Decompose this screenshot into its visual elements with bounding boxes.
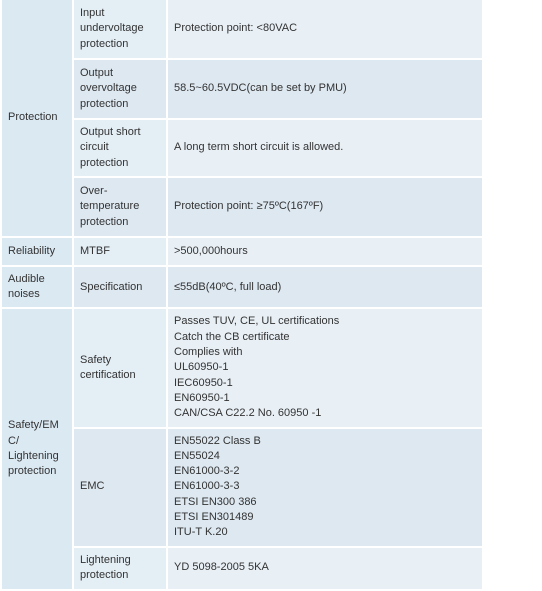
category-audible-noises: Audible noises — [2, 267, 72, 308]
table-row — [2, 120, 482, 176]
item-mtbf: MTBF — [74, 238, 166, 265]
category-protection: Protection — [2, 0, 72, 236]
table-row — [2, 429, 482, 546]
table-row — [2, 178, 482, 236]
category-safety-emc: Safety/EMC/ Lightening protection — [2, 309, 72, 588]
emc-line: ITU-T K.20 — [174, 526, 228, 539]
value-specification: ≤55dB(40ºC, full load) — [168, 267, 482, 308]
safety-line: Passes TUV, CE, UL certifications — [174, 315, 340, 328]
item-emc: EMC — [74, 429, 166, 546]
safety-line: EN60950-1 — [174, 391, 230, 404]
safety-line: CAN/CSA C22.2 No. 60950 -1 — [174, 407, 322, 420]
value-output-overvoltage: 58.5~60.5VDC(can be set by PMU) — [168, 60, 482, 118]
emc-line: ETSI EN300 386 — [174, 495, 257, 508]
table-row — [2, 0, 482, 58]
emc-line: EN61000-3-2 — [174, 465, 240, 478]
table-row — [2, 548, 482, 589]
safety-line: Complies with — [174, 346, 243, 359]
item-lightening-protection: Lightening protection — [74, 548, 166, 589]
safety-line: UL60950-1 — [174, 361, 229, 374]
category-reliability: Reliability — [2, 238, 72, 265]
emc-line: EN55024 — [174, 449, 220, 462]
value-mtbf: >500,000hours — [168, 238, 482, 265]
value-safety-certification — [168, 309, 482, 426]
safety-line: IEC60950-1 — [174, 376, 233, 389]
item-output-overvoltage: Output overvoltage protection — [74, 60, 166, 118]
table-row — [2, 238, 482, 265]
item-output-short-circuit: Output short circuit protection — [74, 120, 166, 176]
value-lightening-protection: YD 5098-2005 5KA — [168, 548, 482, 589]
emc-line: ETSI EN301489 — [174, 511, 254, 524]
table-row — [2, 309, 482, 426]
item-safety-certification: Safety certification — [74, 309, 166, 426]
value-over-temperature: Protection point: ≥75ºC(167ºF) — [168, 178, 482, 236]
value-emc — [168, 429, 482, 546]
table-row — [2, 267, 482, 308]
table-row — [2, 60, 482, 118]
item-specification: Specification — [74, 267, 166, 308]
emc-line: EN55022 Class B — [174, 434, 261, 447]
item-over-temperature: Over-temperature protection — [74, 178, 166, 236]
emc-line: EN61000-3-3 — [174, 480, 240, 493]
value-output-short-circuit: A long term short circuit is allowed. — [168, 120, 482, 176]
value-input-undervoltage: Protection point: <80VAC — [168, 0, 482, 58]
safety-line: Catch the CB certificate — [174, 330, 290, 343]
item-input-undervoltage: Input undervoltage protection — [74, 0, 166, 58]
